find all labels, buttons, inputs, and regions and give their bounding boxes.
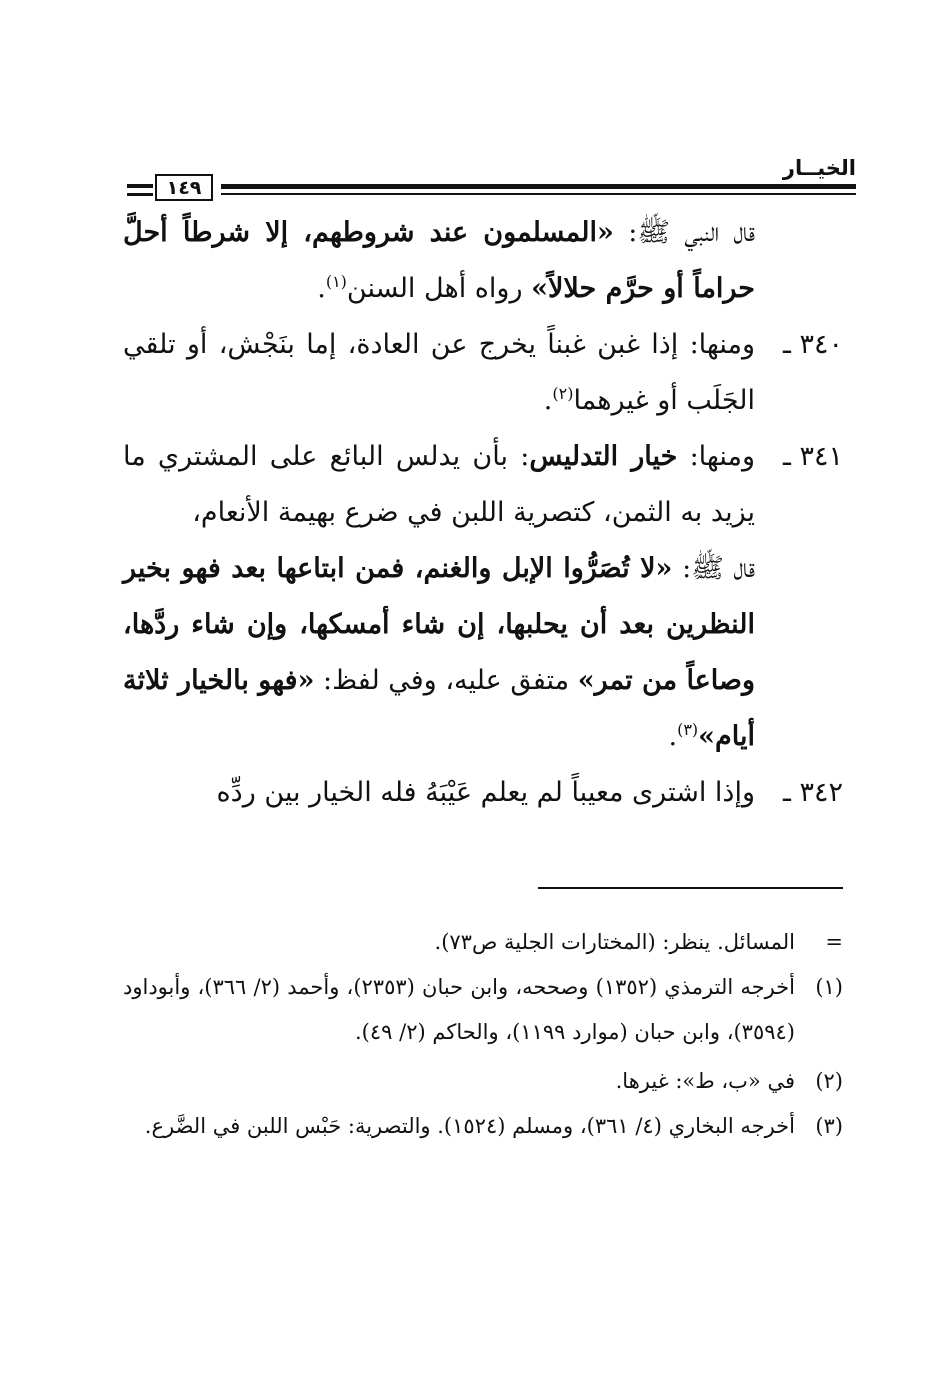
paragraph-text: وإذا اشترى معيباً لم يعلم عَيْبَهُ فله الخيار بين ردِّه [216, 777, 755, 808]
footnote-text: أخرجه البخاري (٤/ ٣٦١)، ومسلم (١٥٢٤). والتصرية: حَبْس اللبن في الضَّرع. [144, 1114, 795, 1138]
paragraph-text: : بأن يدلس البائع على المشتري ما يزيد به الثمن، كتصرية اللبن في ضرع بهيمة الأنعام، [123, 441, 755, 528]
page-number: ١٤٩ [155, 174, 213, 201]
footnote-mark: (٣) [815, 1114, 843, 1138]
footnotes [123, 920, 843, 1149]
numbered-paragraph-340 [123, 317, 843, 429]
period: . [543, 385, 553, 416]
hadith-intro: قال النبي ﷺ: [613, 217, 755, 248]
footnote-mark: = [825, 930, 843, 954]
hadith-quote-variant: «فهو بالخيار ثلاثة أيام» [123, 665, 755, 752]
footnote-1 [123, 965, 843, 1055]
footnote-text: في «ب، ط»: غيرها. [615, 1069, 795, 1093]
footnote-separator [538, 887, 843, 889]
running-header-title: الخيــار [782, 156, 856, 180]
footnote-ref-1: (١) [325, 272, 347, 291]
numbered-paragraph-342 [123, 765, 843, 821]
hadith-quote: «المسلمون عند شروطهم، إلا شرطاً أحلَّ حراماً أو حرَّم حلالاً» [123, 217, 755, 304]
period: . [668, 721, 678, 752]
paragraph-number: ٣٤١ ـ [782, 441, 843, 472]
term-khiyar-tadlis: خيار التدليس [529, 441, 678, 472]
paragraph-number: ٣٤٢ ـ [782, 777, 843, 808]
main-text [123, 205, 843, 821]
hadith-intro: قال ﷺ: [672, 553, 755, 584]
header-rule-left-thin [127, 193, 153, 196]
header-rule-left-thick [127, 184, 153, 188]
footnote-mark: (١) [815, 975, 843, 999]
hadith-source: رواه أهل السنن [346, 273, 532, 304]
footnote-mark: (٢) [815, 1069, 843, 1093]
footnote-text: المسائل. ينظر: (المختارات الجلية ص٧٣). [434, 930, 795, 954]
period: . [317, 273, 326, 304]
footnote-2 [123, 1059, 843, 1104]
hadith-source: متفق عليه، وفي لفظ: [314, 665, 578, 696]
footnote-ref-2: (٢) [552, 384, 574, 403]
hadith-quote: «لا تُصَرُّوا الإبل والغنم، فمن ابتاعها بعد فهو بخير النظرين بعد أن يحلبها، إن شاء أمسكها، وإن شاء ردَّها، وصاعاً من تمر» [123, 553, 755, 696]
numbered-paragraph-341 [123, 429, 843, 541]
footnote-3 [123, 1104, 843, 1149]
footnote-text: أخرجه الترمذي (١٣٥٢) وصححه، وابن حبان (٢٣٥٣)، وأحمد (٢/ ٣٦٦)، وأبوداود (٣٥٩٤)، وابن حبان (موارد ١١٩٩)، والحاكم (٢/ ٤٩). [123, 975, 795, 1044]
paragraph-number: ٣٤٠ ـ [782, 329, 843, 360]
header-rule-thin [221, 193, 856, 195]
footnote-ref-3: (٣) [677, 720, 699, 739]
paragraph-text: ومنها: إذا غبن غبناً يخرج عن العادة، إما بنَجْش، أو تلقي الجَلَب أو غيرهما [123, 329, 755, 416]
header-rule-thick [221, 184, 856, 189]
hadith-paragraph-2 [123, 541, 843, 765]
hadith-paragraph-1 [123, 205, 843, 317]
paragraph-intro: ومنها: [677, 441, 755, 472]
footnote-continued [123, 920, 843, 965]
